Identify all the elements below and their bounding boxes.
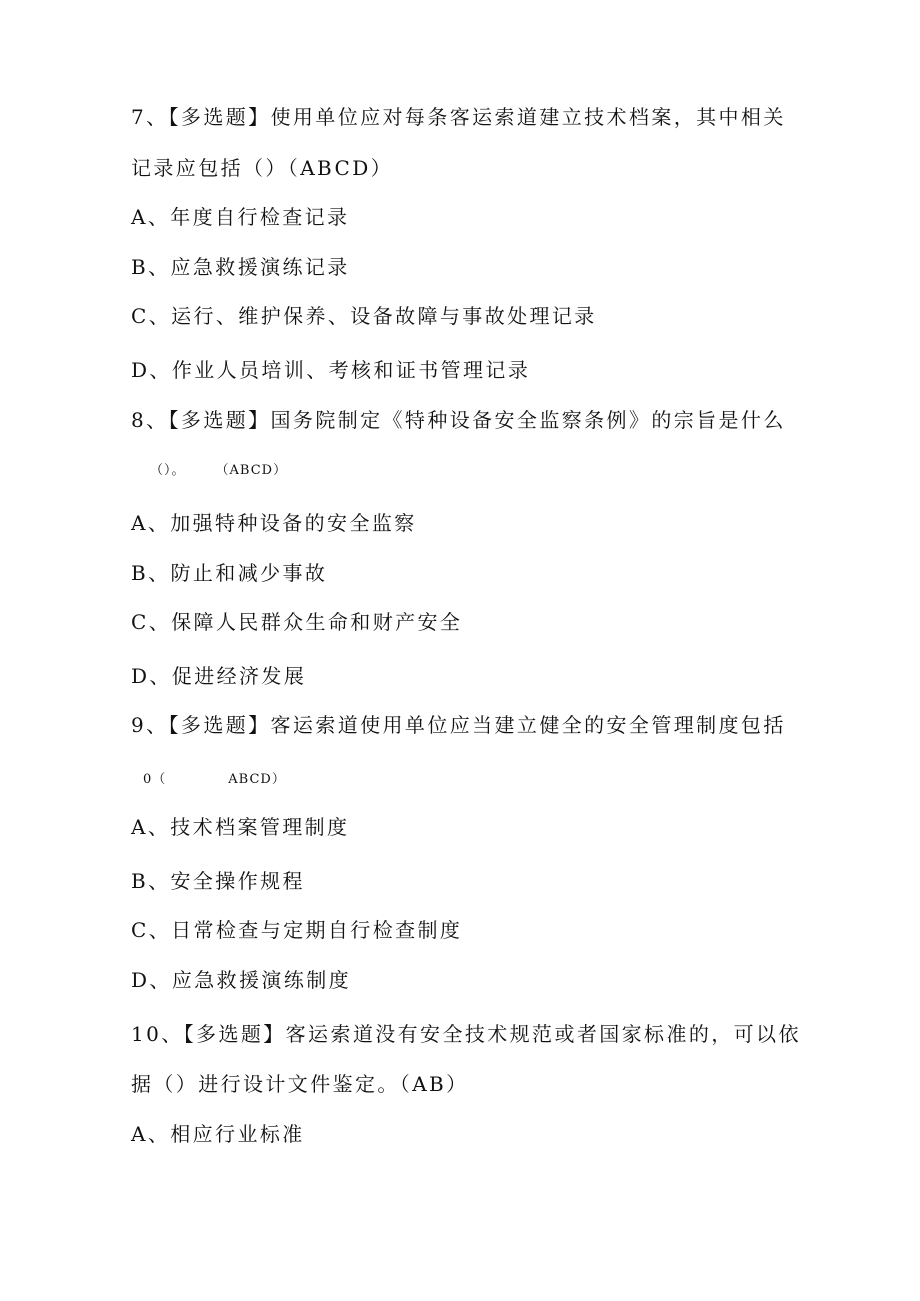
- question-8-option-a: A、加强特种设备的安全监察: [131, 511, 417, 535]
- question-7-stem-line1: 7、【多选题】使用单位应对每条客运索道建立技术档案，其中相关: [131, 105, 786, 129]
- question-9-option-b: B、安全操作规程: [131, 869, 305, 893]
- question-8-option-c: C、保障人民群众生命和财产安全: [131, 610, 463, 634]
- question-7-option-c: C、运行、维护保养、设备故障与事故处理记录: [131, 304, 597, 328]
- question-9-stem-line2: [143, 766, 286, 794]
- question-10-option-a: A、相应行业标准: [131, 1122, 305, 1146]
- question-9-option-a: A、技术档案管理制度: [131, 815, 350, 839]
- question-7-option-b: B、应急救援演练记录: [131, 255, 350, 279]
- question-8-option-d: D、促进经济发展: [131, 664, 307, 688]
- question-9-stem-line1: 9、【多选题】客运索道使用单位应当建立健全的安全管理制度包括: [131, 713, 786, 737]
- question-10-stem-line1: 10、【多选题】客运索道没有安全技术规范或者国家标准的，可以依: [131, 1022, 801, 1046]
- question-8-option-b: B、防止和减少事故: [131, 561, 328, 585]
- question-9-answer: ABCD）: [228, 772, 286, 787]
- question-8-stem-blank: （）。: [150, 463, 186, 478]
- question-8-stem-line2: [150, 457, 287, 485]
- question-7-stem-line2: 记录应包括（）（ABCD）: [131, 156, 394, 180]
- question-9-option-d: D、应急救援演练制度: [131, 968, 352, 992]
- question-9-option-c: C、日常检查与定期自行检查制度: [131, 918, 463, 942]
- question-8-stem-line1: 8、【多选题】国务院制定《特种设备安全监察条例》的宗旨是什么: [131, 408, 786, 432]
- question-7-option-a: A、年度自行检查记录: [131, 205, 350, 229]
- question-7-option-d: D、作业人员培训、考核和证书管理记录: [131, 358, 531, 382]
- question-10-stem-line2: 据（）进行设计文件鉴定。（AB）: [131, 1072, 469, 1096]
- question-8-answer: （ABCD）: [215, 463, 288, 478]
- question-9-stem-blank: 0（: [143, 772, 167, 787]
